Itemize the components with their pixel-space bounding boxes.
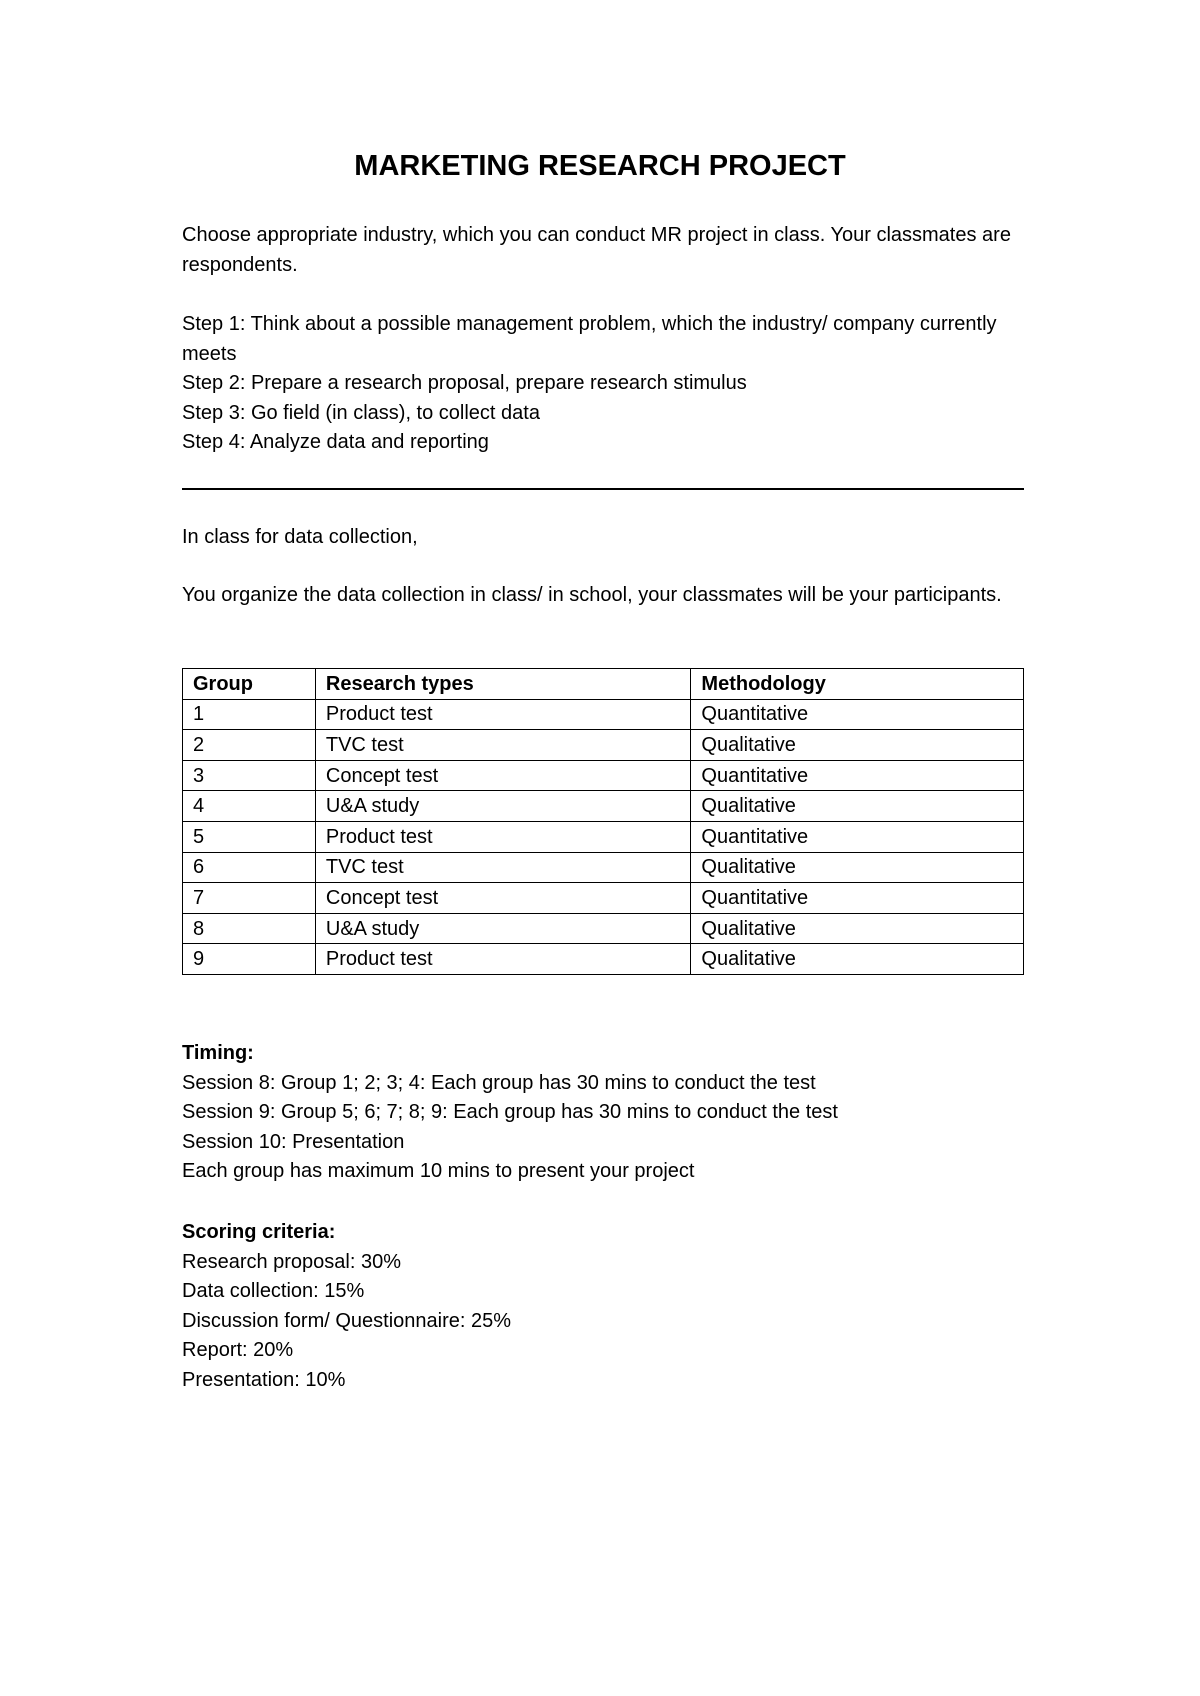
research-type-cell: Product test [315,699,691,730]
group-cell: 4 [183,791,316,822]
step-4-label: Step 4: [182,431,246,453]
research-type-cell: Concept test [315,760,691,791]
group-cell: 8 [183,913,316,944]
methodology-cell: Qualitative [691,852,1024,883]
horizontal-divider [182,488,1024,490]
research-type-cell: TVC test [315,730,691,761]
table-row [183,852,1024,883]
step-2-label: Step 2: [182,372,246,394]
intro-paragraph [182,221,1022,280]
data-collection-body-block [182,581,1022,611]
header-research-types: Research types [315,669,691,700]
methodology-cell: Quantitative [691,821,1024,852]
group-cell: 1 [183,699,316,730]
document-title: MARKETING RESEARCH PROJECT [354,150,846,182]
step-1-label: Step 1: [182,313,246,335]
data-collection-heading-block [182,523,1022,553]
scoring-line: Data collection: 15% [182,1280,365,1302]
research-type-cell: U&A study [315,913,691,944]
intro-text: Choose appropriate industry, which you can conduct MR project in class. Your classmates are respondents. [182,224,1011,276]
group-cell: 9 [183,944,316,975]
step-2-text: Prepare a research proposal, prepare research stimulus [245,372,747,394]
table-row [183,760,1024,791]
scoring-line: Presentation: 10% [182,1368,346,1391]
methodology-cell: Qualitative [691,730,1024,761]
research-type-cell: Product test [315,944,691,975]
research-type-cell: U&A study [315,791,691,822]
table-row [183,699,1024,730]
step-3-text: Go field (in class), to collect data [245,401,540,424]
timing-line: Session 10: Presentation [182,1130,405,1153]
header-group: Group [183,669,316,700]
step-4 [182,428,1022,458]
research-type-cell: Product test [315,821,691,852]
step-3-label: Step 3: [182,401,246,424]
step-4-text: Analyze data and reporting [245,431,489,453]
timing-heading: Timing: [182,1042,254,1064]
table-row [183,944,1024,975]
table-row [183,913,1024,944]
group-cell: 2 [183,730,316,761]
methodology-cell: Qualitative [691,791,1024,822]
step-2 [182,369,1022,399]
header-methodology: Methodology [691,669,1024,700]
steps-list [182,310,1022,458]
table-row [183,883,1024,914]
table-row [183,821,1024,852]
step-3 [182,399,1022,429]
methodology-cell: Quantitative [691,883,1024,914]
table-row [183,791,1024,822]
table-header-row [183,669,1024,700]
step-1 [182,310,1022,369]
timing-line: Session 8: Group 1; 2; 3; 4: Each group has 30 mins to conduct the test [182,1071,816,1094]
step-1-text: Think about a possible management problem, which the industry/ company currently meets [182,313,997,365]
groups-table [182,668,1024,975]
research-type-cell: TVC test [315,852,691,883]
methodology-cell: Qualitative [691,944,1024,975]
methodology-cell: Quantitative [691,760,1024,791]
timing-line: Session 9: Group 5; 6; 7; 8; 9: Each group has 30 mins to conduct the test [182,1101,838,1123]
research-type-cell: Concept test [315,883,691,914]
table-row [183,730,1024,761]
timing-section [182,1039,1022,1187]
group-cell: 5 [183,821,316,852]
scoring-section [182,1218,1022,1395]
data-collection-heading: In class for data collection, [182,526,418,548]
methodology-cell: Quantitative [691,699,1024,730]
group-cell: 7 [183,883,316,914]
scoring-line: Report: 20% [182,1339,294,1361]
methodology-cell: Qualitative [691,913,1024,944]
group-cell: 3 [183,760,316,791]
scoring-line: Research proposal: 30% [182,1250,402,1273]
data-collection-body: You organize the data collection in class/ in school, your classmates will be your participants. [182,584,1002,606]
group-cell: 6 [183,852,316,883]
timing-line: Each group has maximum 10 mins to present your project [182,1160,695,1182]
scoring-line: Discussion form/ Questionnaire: 25% [182,1309,512,1332]
scoring-heading: Scoring criteria: [182,1221,336,1243]
